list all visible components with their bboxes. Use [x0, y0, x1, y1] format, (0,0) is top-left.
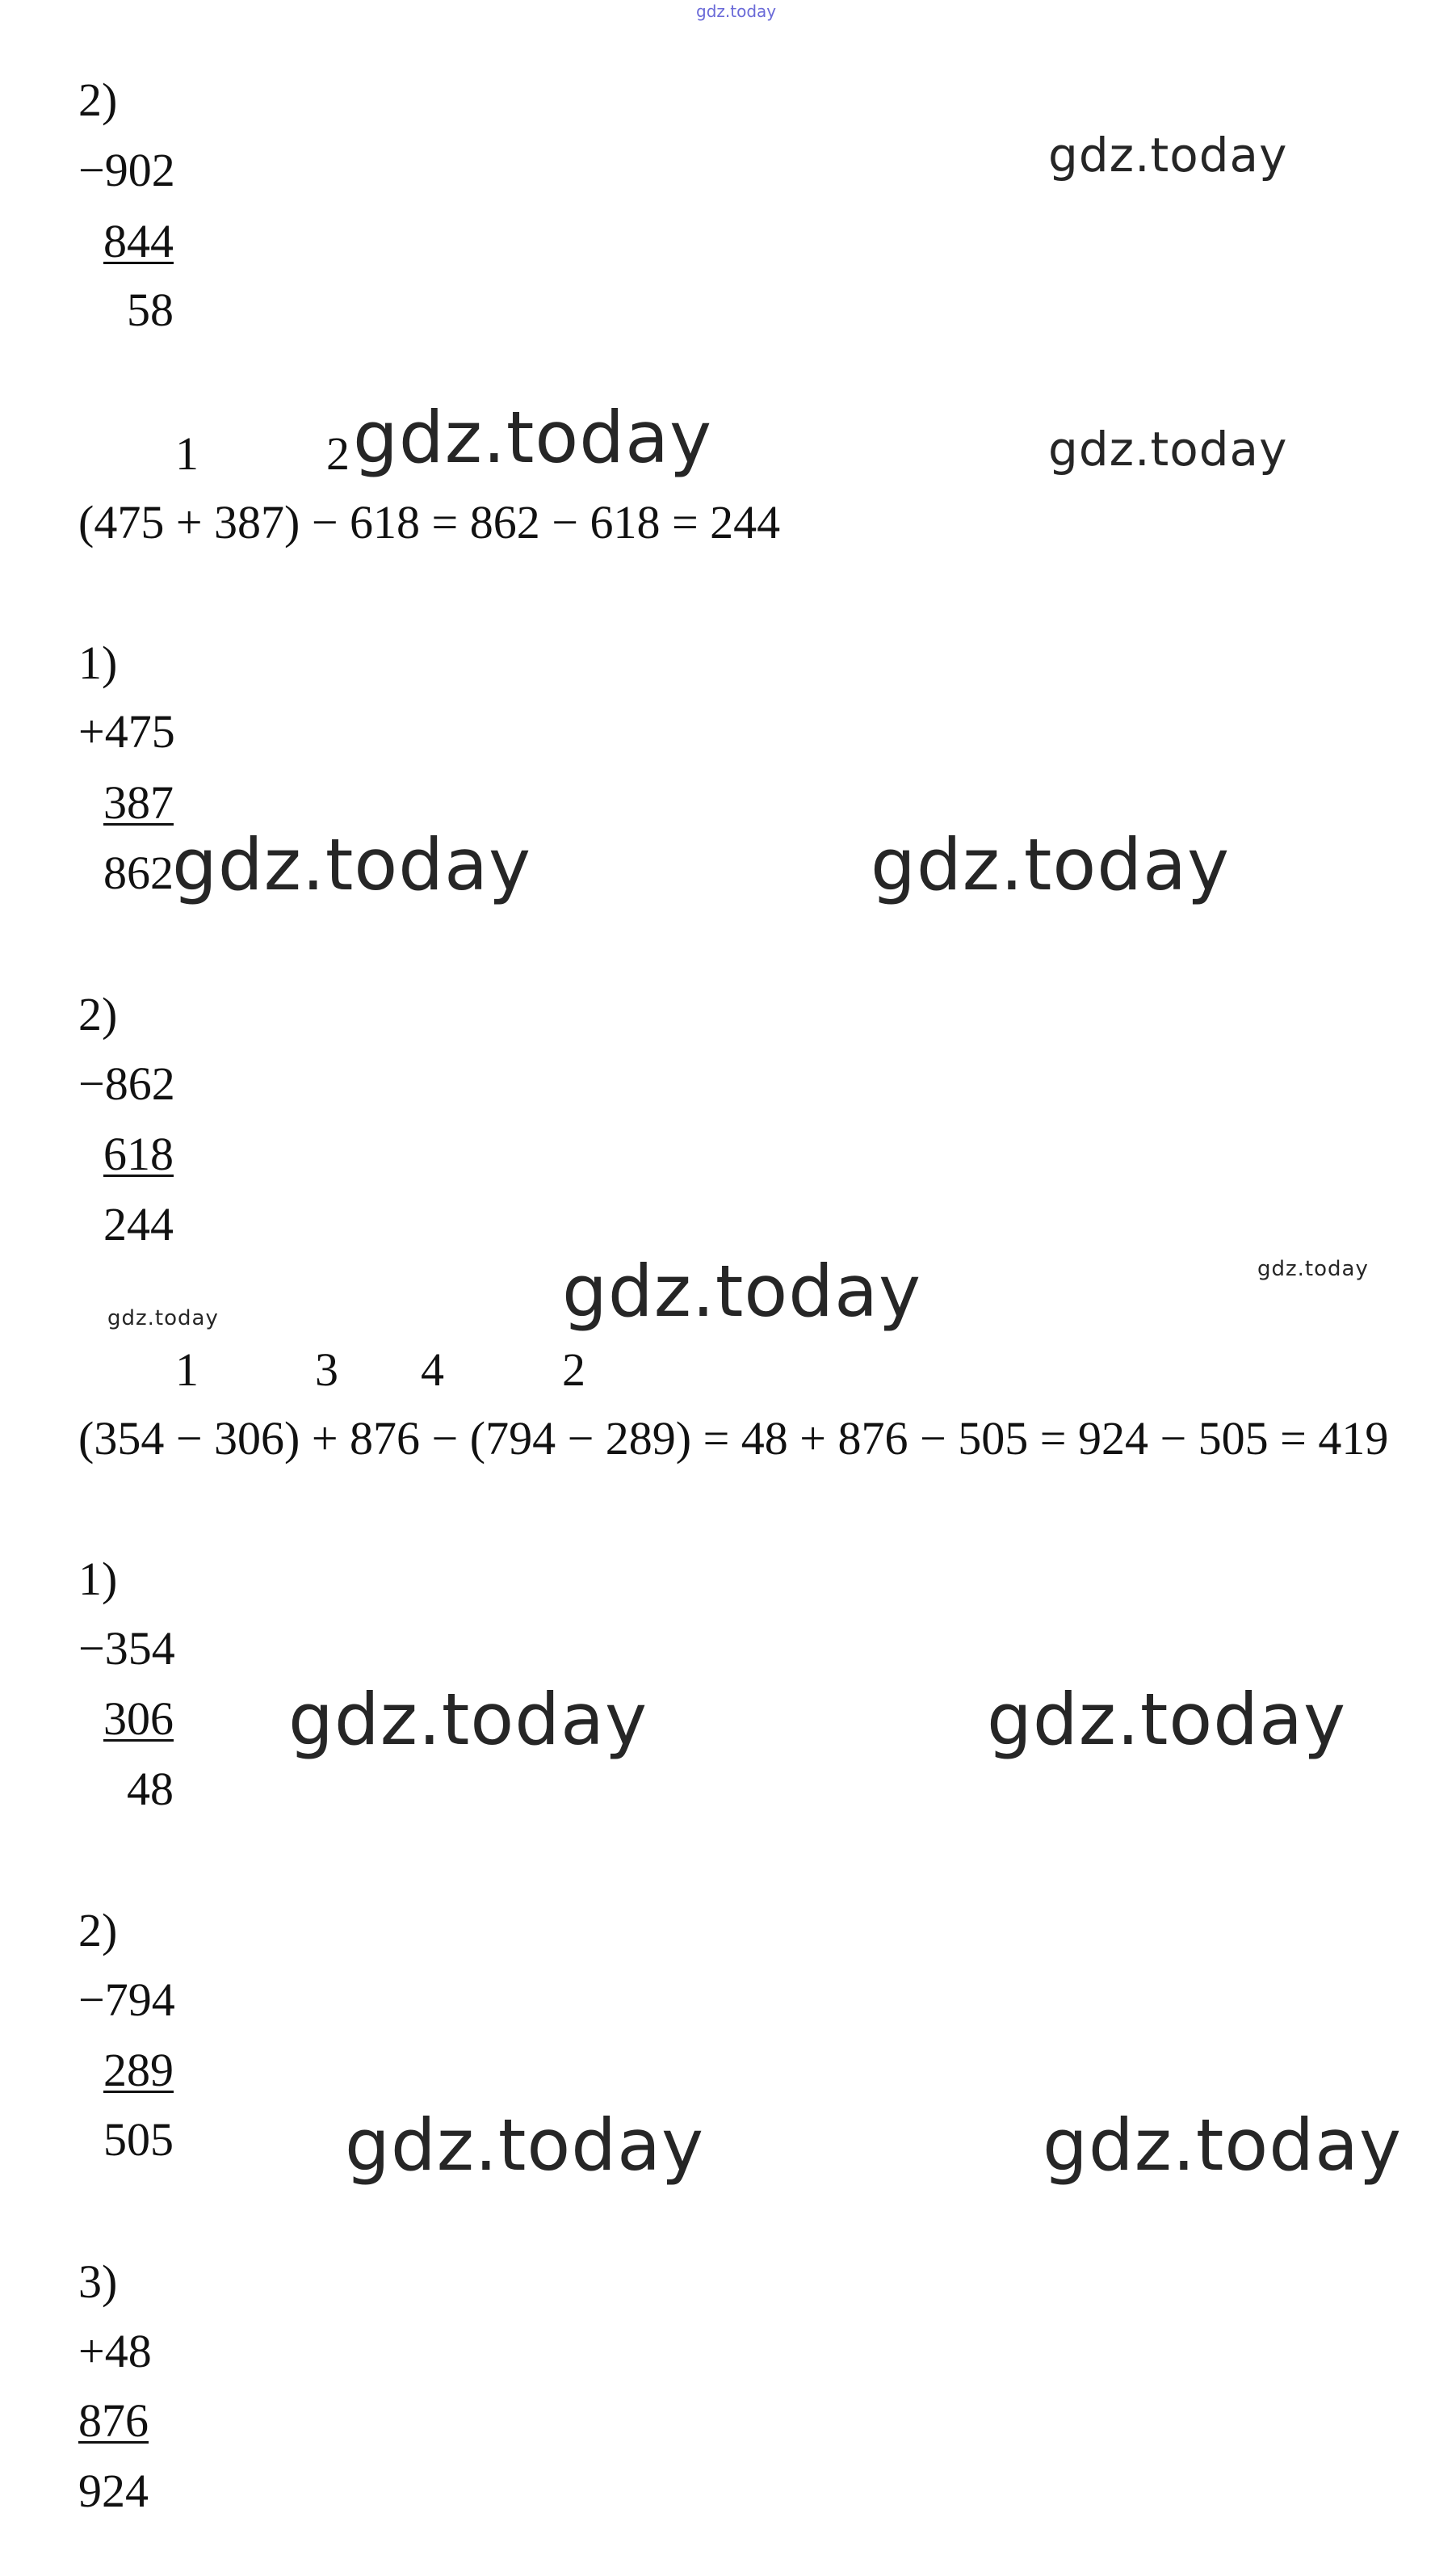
step-label: 1)	[78, 637, 118, 689]
step-label: 3)	[78, 2255, 118, 2308]
order-number: 3	[315, 1343, 338, 1396]
minuend: −862	[78, 1057, 175, 1110]
subtrahend: 289	[103, 2044, 174, 2096]
watermark: gdz.today	[1257, 1257, 1369, 1281]
watermark: gdz.today	[345, 2103, 705, 2187]
watermark: gdz.today	[871, 823, 1231, 906]
watermark: gdz.today	[353, 396, 713, 479]
order-number: 4	[421, 1343, 444, 1396]
addend: 387	[103, 776, 174, 829]
subtrahend: 306	[103, 1692, 174, 1745]
step-label: 2)	[78, 1904, 118, 1956]
addend: +475	[78, 705, 175, 758]
subtrahend: 618	[103, 1128, 174, 1180]
watermark: gdz.today	[987, 1678, 1347, 1761]
order-number: 1	[175, 1343, 199, 1396]
result: 505	[103, 2113, 174, 2166]
step-label: 1)	[78, 1553, 118, 1605]
result: 48	[127, 1763, 174, 1815]
equation: (475 + 387) − 618 = 862 − 618 = 244	[78, 496, 781, 548]
result: 58	[127, 284, 174, 336]
watermark: gdz.today	[288, 1678, 648, 1761]
minuend: −902	[78, 144, 175, 196]
watermark: gdz.today	[1048, 128, 1288, 183]
minuend: −354	[78, 1622, 175, 1675]
subtrahend: 844	[103, 215, 174, 267]
addend: +48	[78, 2325, 152, 2377]
minuend: −794	[78, 1973, 175, 2026]
addend: 876	[78, 2394, 149, 2447]
watermark: gdz.today	[172, 823, 532, 906]
order-number: 2	[562, 1343, 585, 1396]
order-number: 2	[326, 427, 350, 480]
watermark: gdz.today	[1048, 422, 1288, 477]
watermark: gdz.today	[1043, 2103, 1403, 2187]
equation: (354 − 306) + 876 − (794 − 289) = 48 + 876 − 505 = 924 − 505 = 419	[78, 1412, 1389, 1465]
watermark-top: gdz.today	[696, 2, 777, 21]
order-number: 1	[175, 427, 199, 480]
step-label: 2)	[78, 74, 118, 126]
watermark: gdz.today	[562, 1250, 922, 1333]
result: 924	[78, 2465, 149, 2517]
result: 862	[103, 847, 174, 899]
watermark: gdz.today	[107, 1306, 219, 1330]
result: 244	[103, 1198, 174, 1250]
step-label: 2)	[78, 988, 118, 1040]
